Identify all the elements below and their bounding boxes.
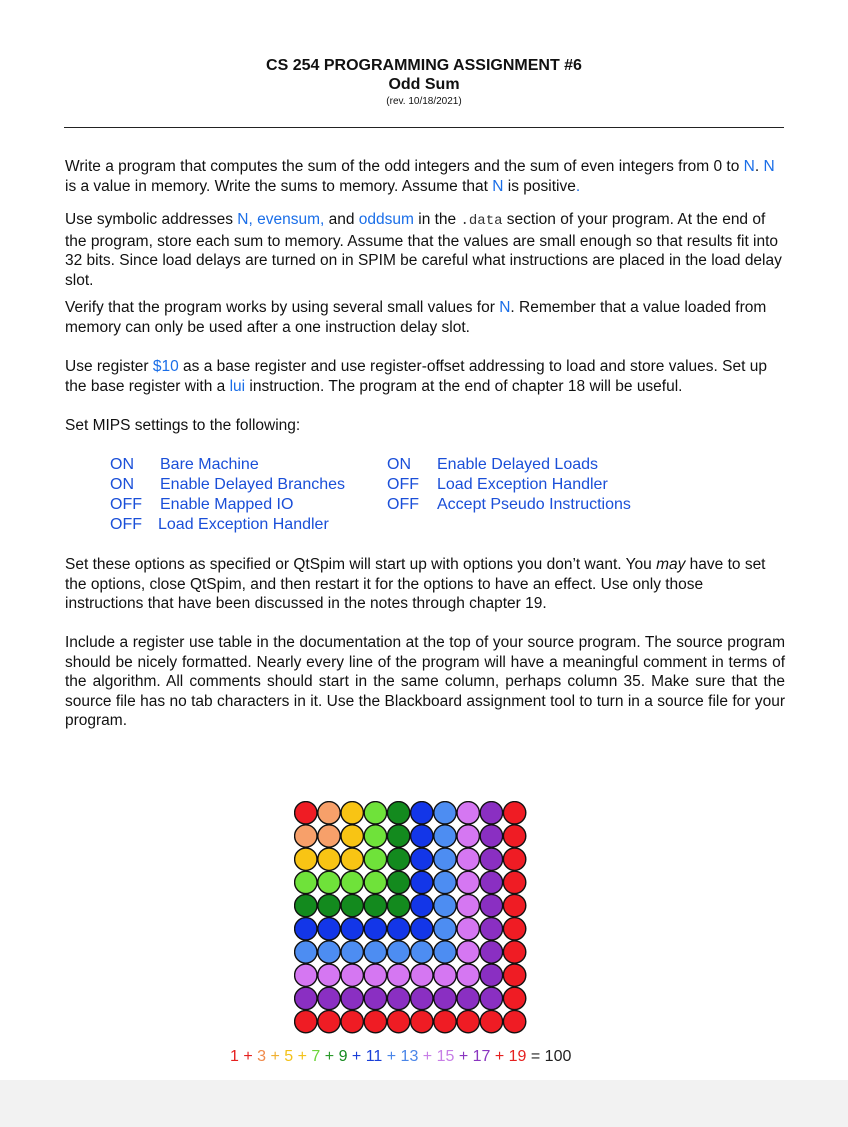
header-divider — [64, 127, 784, 128]
dot-layer-2 — [318, 802, 340, 824]
dot-layer-8 — [341, 964, 363, 986]
dot-layer-2 — [318, 825, 340, 847]
text: as a base register and use register-offset addressing to load and store values. Set up the base register with a — [65, 358, 767, 395]
dot-layer-8 — [457, 848, 479, 870]
dot-layer-10 — [503, 802, 525, 824]
dot-layer-9 — [480, 918, 502, 940]
dot-layer-10 — [503, 964, 525, 986]
setting-label: Load Exception Handler — [158, 516, 329, 533]
text: is positive — [503, 177, 576, 195]
paragraph-settings-intro: Set MIPS settings to the following: — [65, 417, 301, 434]
dot-layer-7 — [341, 941, 363, 963]
symbol-names: N, evensum, — [237, 211, 325, 228]
emphasis: may — [656, 556, 686, 573]
dot-layer-10 — [503, 987, 525, 1009]
dot-layer-10 — [503, 1010, 525, 1032]
setting-row — [110, 515, 345, 535]
dot-layer-7 — [364, 941, 386, 963]
equation-term: 5 — [284, 1048, 294, 1065]
paragraph-verify — [65, 298, 785, 337]
text: . — [575, 177, 581, 195]
setting-state: ON — [110, 456, 134, 473]
setting-row — [387, 495, 631, 515]
text: and — [324, 211, 359, 228]
text: . — [754, 158, 764, 175]
dot-layer-4 — [341, 871, 363, 893]
dot-layer-3 — [341, 802, 363, 824]
dot-layer-9 — [341, 987, 363, 1009]
dot-layer-6 — [341, 918, 363, 940]
setting-label: Bare Machine — [160, 456, 259, 473]
setting-row — [387, 455, 631, 475]
text: Verify that the program works by using several small values for — [65, 299, 500, 316]
dot-layer-5 — [387, 894, 409, 916]
setting-label: Enable Delayed Branches — [160, 476, 346, 493]
dot-layer-4 — [295, 871, 317, 893]
dot-layer-4 — [364, 848, 386, 870]
symbol-n: N — [499, 299, 511, 316]
dot-layer-7 — [434, 871, 456, 893]
setting-row — [387, 475, 631, 495]
equation-term: + — [418, 1048, 437, 1065]
setting-row — [110, 455, 345, 475]
equation-term: 3 — [257, 1048, 267, 1065]
symbol-n: N — [743, 158, 755, 175]
dot-layer-5 — [387, 802, 409, 824]
symbol-oddsum: oddsum — [358, 211, 414, 228]
dot-layer-5 — [387, 825, 409, 847]
dot-layer-8 — [457, 941, 479, 963]
setting-state: OFF — [387, 476, 419, 493]
document-header — [0, 56, 848, 110]
dot-layer-6 — [318, 918, 340, 940]
dot-layer-3 — [295, 848, 317, 870]
dot-layer-6 — [295, 918, 317, 940]
setting-label: Enable Mapped IO — [160, 496, 294, 513]
dot-layer-7 — [318, 941, 340, 963]
dot-layer-6 — [411, 871, 433, 893]
code-data-section: .data — [460, 213, 503, 229]
dot-layer-10 — [503, 871, 525, 893]
dot-layer-7 — [434, 941, 456, 963]
equation-term: 9 — [338, 1048, 348, 1065]
setting-row — [110, 475, 345, 495]
dot-layer-10 — [503, 894, 525, 916]
dot-layer-5 — [364, 894, 386, 916]
dot-layer-6 — [411, 848, 433, 870]
dot-layer-8 — [295, 964, 317, 986]
dot-layer-5 — [341, 894, 363, 916]
dot-layer-10 — [341, 1010, 363, 1032]
text: Write a program that computes the sum of the odd integers and the sum of even integers from 0 to — [65, 158, 744, 175]
odd-sum-equation — [230, 1046, 630, 1068]
equation-term: + — [266, 1048, 285, 1065]
paragraph-documentation: Include a register use table in the documentation at the top of your source program. The source program should be nicely formatted. Nearly every line of the program will have a meaningful comment in terms of the algorithm. All comments should start in the same column, perhaps column 35. Make sure that the source file has no tab characters in it. Use the Blackboard assignment tool to turn in a source file for your program. — [65, 634, 785, 729]
equation-term: + — [382, 1048, 401, 1065]
dot-layer-10 — [457, 1010, 479, 1032]
dot-layer-8 — [457, 825, 479, 847]
dot-layer-7 — [411, 941, 433, 963]
dot-layer-6 — [411, 894, 433, 916]
dot-layer-9 — [480, 941, 502, 963]
dot-layer-10 — [480, 1010, 502, 1032]
equation-term: 17 — [472, 1048, 491, 1065]
text: instruction. The program at the end of chapter 18 will be useful. — [245, 377, 683, 395]
equation-term: = 100 — [526, 1048, 572, 1065]
dot-grid — [294, 801, 528, 1035]
equation-term: 11 — [365, 1048, 383, 1065]
dot-layer-8 — [457, 918, 479, 940]
setting-label: Enable Delayed Loads — [437, 456, 599, 473]
dot-layer-3 — [341, 848, 363, 870]
setting-row — [110, 495, 345, 515]
equation-term: 19 — [508, 1048, 527, 1065]
dot-layer-8 — [318, 964, 340, 986]
page-subtitle: Odd Sum — [388, 76, 460, 93]
dot-layer-10 — [387, 1010, 409, 1032]
paragraph-base-register — [65, 357, 785, 396]
dot-layer-9 — [480, 964, 502, 986]
dot-layer-6 — [364, 918, 386, 940]
equation-term: + — [238, 1048, 258, 1065]
dot-layer-4 — [318, 871, 340, 893]
dot-layer-8 — [457, 871, 479, 893]
dot-layer-7 — [434, 918, 456, 940]
paragraph-options-note — [65, 555, 785, 614]
text: is a value in memory. Write the sums to memory. Assume that — [65, 177, 493, 195]
dot-layer-7 — [434, 848, 456, 870]
dot-layer-8 — [457, 894, 479, 916]
dot-layer-6 — [411, 918, 433, 940]
text: Use register — [65, 358, 153, 375]
equation-term: + — [293, 1048, 312, 1065]
settings-column-right — [387, 455, 631, 515]
dot-layer-5 — [295, 894, 317, 916]
text: Use symbolic addresses — [65, 211, 238, 228]
equation-term: 7 — [311, 1048, 321, 1065]
dot-layer-5 — [387, 848, 409, 870]
setting-state: ON — [110, 476, 134, 493]
dot-layer-6 — [411, 802, 433, 824]
dot-layer-7 — [434, 894, 456, 916]
dot-layer-10 — [503, 918, 525, 940]
symbol-n: N — [492, 177, 504, 195]
dot-layer-10 — [503, 941, 525, 963]
dot-layer-7 — [295, 941, 317, 963]
dot-layer-10 — [411, 1010, 433, 1032]
equation-term: + — [454, 1048, 473, 1065]
setting-label: Load Exception Handler — [437, 476, 608, 493]
setting-label: Accept Pseudo Instructions — [437, 496, 631, 513]
dot-layer-4 — [364, 871, 386, 893]
setting-state: ON — [387, 456, 411, 473]
page-title: CS 254 PROGRAMMING ASSIGNMENT #6 — [266, 57, 582, 74]
setting-state: OFF — [387, 496, 419, 513]
register-name: $10 — [152, 358, 179, 375]
dot-layer-9 — [387, 987, 409, 1009]
symbol-n: N — [763, 158, 775, 175]
text: Set these options as specified or QtSpim will start up with options you don’t want. You — [65, 556, 657, 573]
dot-layer-3 — [341, 825, 363, 847]
dot-layer-5 — [387, 871, 409, 893]
dot-layer-9 — [480, 987, 502, 1009]
page-bottom-margin — [0, 1080, 848, 1127]
dot-layer-8 — [457, 964, 479, 986]
dot-layer-7 — [387, 941, 409, 963]
dot-layer-9 — [480, 848, 502, 870]
dot-layer-8 — [364, 964, 386, 986]
dot-layer-8 — [411, 964, 433, 986]
equation-term: + — [320, 1048, 339, 1065]
dot-layer-10 — [318, 1010, 340, 1032]
text: have to set the options, close QtSpim, and then restart it for the options to have an effect. Use only those instructions that have been discussed in the notes through chapter 19. — [65, 556, 766, 612]
dot-layer-9 — [480, 871, 502, 893]
setting-state: OFF — [110, 496, 142, 513]
dot-layer-10 — [295, 1010, 317, 1032]
dot-layer-8 — [457, 802, 479, 824]
dot-layer-9 — [318, 987, 340, 1009]
dot-layer-8 — [434, 964, 456, 986]
dot-layer-8 — [387, 964, 409, 986]
dot-layer-9 — [295, 987, 317, 1009]
paragraph-symbolic-addresses — [65, 210, 785, 290]
equation-term: 15 — [436, 1048, 455, 1065]
text: in the — [413, 211, 461, 228]
dot-layer-10 — [434, 1010, 456, 1032]
dot-layer-9 — [411, 987, 433, 1009]
dot-layer-6 — [411, 825, 433, 847]
dot-layer-10 — [503, 825, 525, 847]
dot-layer-5 — [318, 894, 340, 916]
equation-term: 13 — [400, 1048, 419, 1065]
dot-layer-9 — [434, 987, 456, 1009]
dot-layer-3 — [318, 848, 340, 870]
dot-layer-10 — [364, 1010, 386, 1032]
dot-layer-10 — [503, 848, 525, 870]
dot-layer-9 — [364, 987, 386, 1009]
equation-term: 1 — [230, 1048, 239, 1065]
dot-layer-4 — [364, 802, 386, 824]
odd-sum-dot-figure — [294, 801, 528, 1035]
dot-layer-9 — [480, 802, 502, 824]
text: section of your program. At the end of the program, store each sum to memory. Assume that the values are small enough so that results fit into 32 bits. Since load delays are turned on in SPIM be careful what instructions are placed in the load delay slot. — [65, 211, 782, 289]
settings-column-left — [110, 455, 345, 535]
dot-layer-4 — [364, 825, 386, 847]
dot-layer-9 — [457, 987, 479, 1009]
instruction-name: lui — [229, 377, 246, 395]
dot-layer-7 — [434, 802, 456, 824]
paragraph-intro — [65, 157, 785, 196]
revision-date: (rev. 10/18/2021) — [386, 96, 462, 107]
dot-layer-1 — [295, 802, 317, 824]
dot-layer-9 — [480, 894, 502, 916]
text: . Remember that a value loaded from memory can only be used after a one instruction delay slot. — [65, 299, 767, 336]
setting-state: OFF — [110, 516, 142, 533]
dot-layer-2 — [295, 825, 317, 847]
dot-layer-6 — [387, 918, 409, 940]
equation-term: + — [347, 1048, 366, 1065]
equation-term: + — [490, 1048, 509, 1065]
dot-layer-9 — [480, 825, 502, 847]
dot-layer-7 — [434, 825, 456, 847]
